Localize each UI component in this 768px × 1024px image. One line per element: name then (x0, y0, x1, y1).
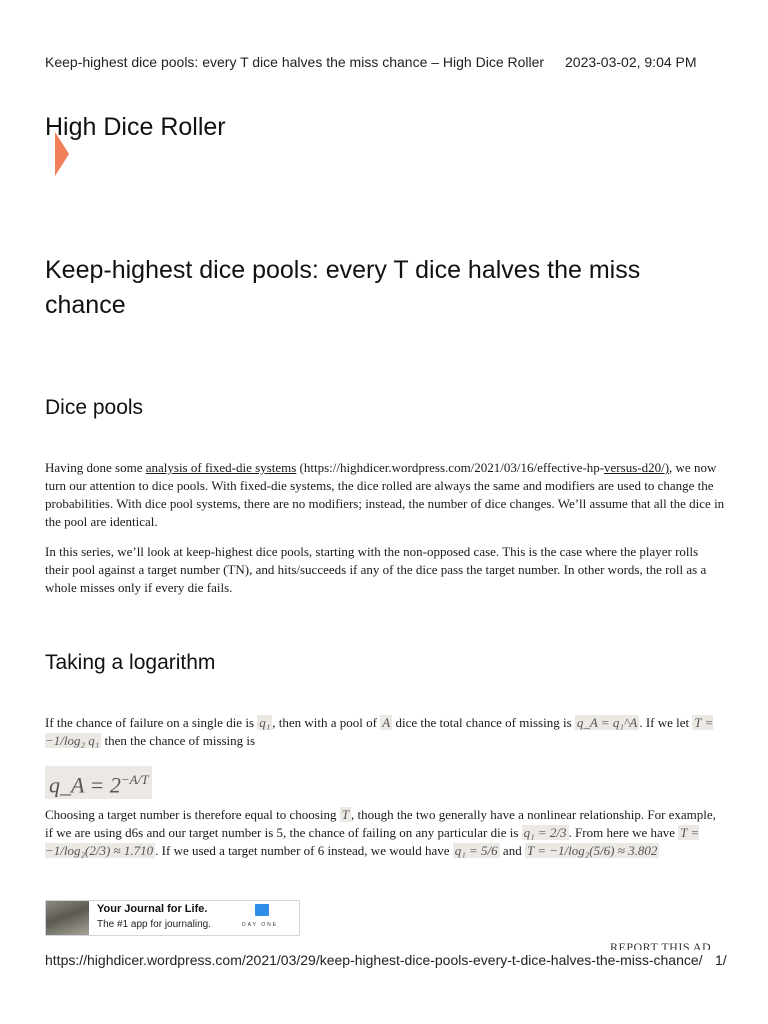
print-header (45, 54, 768, 74)
math-t-3802: T = −1/log₂(5/6) ≈ 3.802 (526, 843, 658, 858)
section-heading-dice-pools: Dice pools (45, 396, 144, 419)
paragraph-failure-chance: If the chance of failure on a single die is q₁ , then with a pool of A dice the total chance of missing is q_A = q₁^A . If we let T = −1/log₂ q₁ then the chance of missing is (45, 715, 714, 748)
site-logo-triangle-icon (55, 132, 69, 176)
math-a: A (382, 715, 391, 730)
math-q1: q₁ (259, 715, 271, 730)
print-footer-page: 1/ (715, 952, 727, 968)
advertisement-banner[interactable] (45, 900, 300, 936)
ad-image (46, 901, 89, 935)
fixed-die-analysis-url-link[interactable]: versus-d20/) (604, 460, 670, 475)
math-t-definition: T = −1/log₂ q₁ (45, 715, 714, 748)
math-q1-two-thirds: q₁ = 2/3 (523, 825, 567, 840)
day-one-logo-icon (255, 904, 269, 916)
post-title: Keep-highest dice pools: every T dice halves the miss chance (45, 256, 641, 319)
math-t-1710: T = −1/log₂(2/3) ≈ 1.710 (45, 825, 700, 858)
section-heading-logarithm: Taking a logarithm (45, 651, 216, 674)
math-qa-formula: q_A = q₁^A (576, 715, 638, 730)
fixed-die-analysis-link[interactable]: analysis of fixed-die systems (145, 460, 297, 475)
print-footer-url: https://highdicer.wordpress.com/2021/03/29/keep-highest-dice-pools-every-t-dice-halves-the-miss-chance/ (45, 952, 703, 968)
paragraph-target-number: Choosing a target number is therefore equal to choosing T , though the two generally have a nonlinear relationship. For example, if we are using d6s and our target number is 5, the chance of failing on any particular die is q₁ = 2/3 . From here we have T = −1/log₂(2/3) ≈ 1.710 . If we used a target number of 6 instead, we would have q₁ = 5/6 and T = −1/log₂(5/6) ≈ 3.802 (45, 807, 716, 858)
math-q1-five-sixths: q₁ = 5/6 (454, 843, 498, 858)
report-ad-link[interactable]: REPORT THIS AD (610, 940, 712, 950)
ad-subline: The #1 app for journaling. (97, 919, 211, 930)
site-title[interactable]: High Dice Roller (45, 113, 226, 141)
ad-brand: DAY ONE (242, 922, 279, 928)
paragraph-intro: Having done some analysis of fixed-die systems (https://highdicer.wordpress.com/2021/03/16/effective-hp-versus-d20/), we now turn our attention to dice pools. With fixed-die systems, the dice rolled are always the same and modifiers are used to change the probabilities. With dice pool systems, there are no modifiers; instead, the number of dice changes. We’ll assume that all the dice in the pool are identical. (45, 460, 725, 529)
ad-headline: Your Journal for Life. (97, 903, 208, 915)
print-header-title: Keep-highest dice pools: every T dice halves the miss chance – High Dice Roller (45, 54, 545, 70)
math-t: T (341, 807, 349, 822)
math-display-equation: q_A = $2^{-A/T}$ (45, 766, 152, 799)
print-header-datetime: 2023-03-02, 9:04 PM (565, 54, 697, 70)
paragraph-series: In this series, we’ll look at keep-highest dice pools, starting with the non-opposed case. This is the case where the player rolls their pool against a target number (TN), and hits/succeeds if any of the dice pass the target number. In other words, the roll as a whole misses only if every die fails. (45, 544, 707, 595)
print-footer (45, 952, 768, 972)
